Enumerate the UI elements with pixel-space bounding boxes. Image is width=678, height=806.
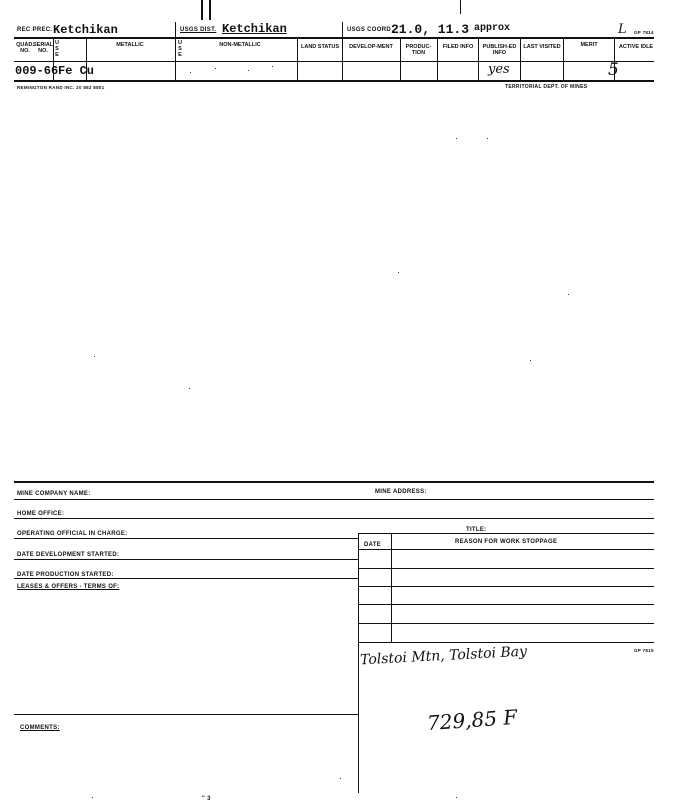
usgs-dist-value: Ketchikan — [222, 22, 287, 36]
serial-no-header: SERIAL NO. — [33, 42, 54, 54]
scan-speck — [272, 66, 273, 67]
scan-speck — [189, 388, 190, 389]
row-divider — [14, 499, 654, 500]
filed-info-header: FILED INFO — [442, 44, 474, 50]
date-production-label: DATE PRODUCTION STARTED: — [17, 572, 114, 578]
usgs-dist-label: USGS DIST. — [180, 27, 217, 33]
title-label: TITLE: — [466, 527, 487, 533]
footer-right: TERRITORIAL DEPT. OF MINES — [505, 84, 588, 90]
handwritten-location: Tolstoi Mtn, Tolstoi Bay — [359, 643, 528, 669]
bottom-mark: " 3 — [202, 796, 211, 802]
scan-speck — [568, 294, 569, 295]
coord-suffix: approx — [474, 23, 511, 34]
row-divider — [14, 61, 654, 62]
home-office-label: HOME OFFICE: — [17, 511, 65, 517]
quad-no-header: QUAD. NO. — [16, 42, 34, 54]
row-divider — [14, 714, 359, 715]
table-row — [358, 604, 654, 605]
date-development-label: DATE DEVELOPMENT STARTED: — [17, 552, 120, 558]
table-row — [358, 623, 654, 624]
col-divider — [342, 22, 343, 80]
usgs-coord-label: USGS COORD — [347, 27, 392, 33]
row-divider — [358, 533, 654, 534]
row-divider — [14, 559, 359, 560]
table-row — [358, 549, 654, 550]
corner-mark: L — [618, 22, 627, 37]
handwritten-number: 729,85 F — [426, 704, 518, 736]
scan-speck — [487, 138, 488, 139]
active-idle-header: ACTIVE IDLE — [618, 44, 654, 50]
col-divider — [175, 22, 176, 80]
production-header: PRODUC-TION — [405, 44, 432, 56]
active-idle-value: 5 — [608, 60, 619, 80]
quad-value: 009-66 — [15, 64, 59, 78]
row-divider — [14, 538, 359, 539]
operating-official-label: OPERATING OFFICIAL IN CHARGE: — [17, 531, 128, 537]
last-visited-header: LAST VISITED — [523, 44, 561, 50]
published-value: yes — [488, 62, 510, 77]
row-divider — [14, 578, 359, 579]
use2-header: U S E — [178, 40, 182, 58]
metallic-header: METALLIC — [116, 42, 144, 48]
leases-label: LEASES & OFFERS - TERMS OF: — [17, 584, 120, 590]
footer-left: REMINGTON RAND INC. 20 882 8801 — [17, 85, 105, 90]
col-divider — [297, 39, 298, 81]
col-divider — [520, 39, 521, 81]
scan-speck — [398, 272, 399, 273]
form-code-2: GP 7815 — [634, 648, 654, 653]
mine-company-label: MINE COMPANY NAME: — [17, 491, 91, 497]
table-row — [358, 642, 654, 643]
mine-address-label: MINE ADDRESS: — [375, 489, 427, 495]
scan-speck — [215, 68, 216, 69]
scan-speck — [456, 797, 457, 798]
binding-mark — [201, 0, 203, 20]
col-divider — [478, 39, 479, 81]
published-info-header: PUBLISH-ED INFO — [482, 44, 517, 56]
column-divider — [358, 643, 359, 793]
date-column-header: DATE — [364, 542, 382, 548]
scan-speck — [340, 778, 341, 779]
scan-speck — [190, 72, 191, 73]
non-metallic-header: NON-METALLIC — [219, 42, 261, 48]
metallic-value: Fe Cu — [58, 64, 95, 78]
land-status-header: LAND STATUS — [301, 44, 339, 50]
table-row — [358, 568, 654, 569]
rec-prec-value: Ketchikan — [53, 23, 118, 37]
scan-speck — [248, 70, 249, 71]
binding-mark — [209, 0, 211, 20]
form-code: GP 7814 — [634, 30, 654, 35]
col-divider — [563, 39, 564, 81]
row-divider — [14, 80, 654, 82]
row-divider — [14, 518, 654, 519]
scan-speck — [92, 797, 93, 798]
table-row — [358, 586, 654, 587]
rec-prec-label: REC PREC. — [17, 27, 53, 33]
reason-column-header: REASON FOR WORK STOPPAGE — [455, 539, 558, 545]
merit-header: MERIT — [580, 42, 598, 48]
scan-speck — [530, 360, 531, 361]
card-top-edge — [14, 481, 654, 483]
col-divider — [437, 39, 438, 81]
binding-mark — [460, 0, 461, 14]
scan-speck — [94, 356, 95, 357]
development-header: DEVELOP-MENT — [349, 44, 393, 50]
comments-label: COMMENTS: — [20, 725, 60, 731]
use-header: U S E — [55, 40, 59, 58]
usgs-coord-value: 21.0, 11.3 — [391, 22, 470, 37]
header-divider — [14, 37, 654, 39]
scan-speck — [456, 138, 457, 139]
